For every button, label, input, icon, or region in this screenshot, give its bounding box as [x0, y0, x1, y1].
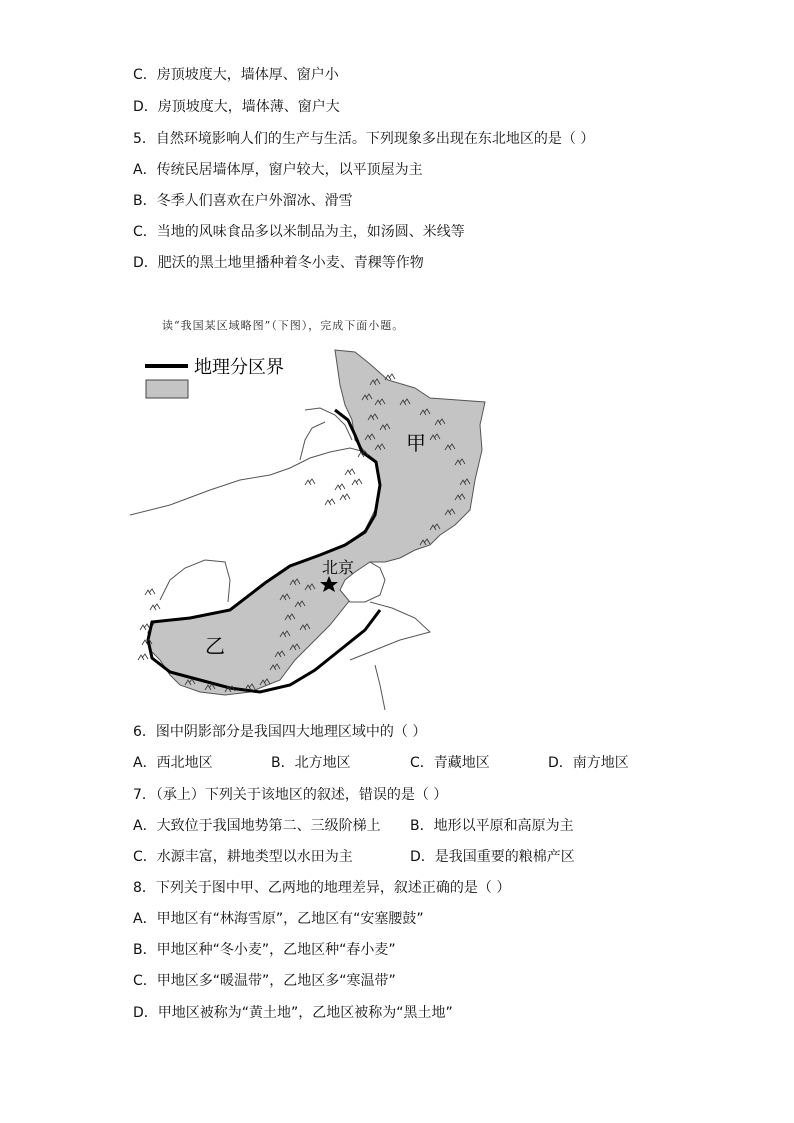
option-c-prev: C．房顶坡度大，墙体厚、窗户小 [133, 67, 339, 83]
question-8-option-d: D．甲地区被称为“黄土地”，乙地区被称为“黑土地” [133, 1005, 453, 1021]
province-line [130, 468, 290, 515]
river-loop [160, 560, 230, 602]
question-7-option-c: C．水源丰富，耕地类型以水田为主 [133, 849, 353, 865]
label-yi: 乙 [205, 634, 225, 658]
question-6-options [133, 754, 653, 772]
legend-boundary-label: 地理分区界 [194, 357, 284, 378]
shaded-region [148, 350, 485, 695]
question-6-option-d: D．南方地区 [548, 755, 629, 771]
map-intro: 读“我国某区域略图”（下图），完成下面小题。 [162, 319, 405, 332]
question-6-option-a: A．西北地区 [133, 755, 213, 771]
question-5-option-d: D．肥沃的黑土地里播种着冬小麦、青稞等作物 [133, 255, 424, 271]
question-7-option-d: D．是我国重要的粮棉产区 [410, 849, 575, 865]
question-8-option-a: A．甲地区有“林海雪原”，乙地区有“安塞腰鼓” [133, 911, 424, 927]
legend-shade-box [146, 380, 188, 398]
river-line-1 [305, 408, 352, 440]
question-7-options-cd [133, 848, 653, 866]
question-6-stem: 6．图中阴影部分是我国四大地理区域中的（ ） [133, 724, 427, 740]
question-5-option-a: A．传统民居墙体厚，窗户较大，以平顶屋为主 [133, 162, 423, 178]
label-beijing: 北京 [322, 558, 355, 577]
river-line-2 [290, 448, 365, 468]
question-7-stem: 7．（承上）下列关于该地区的叙述，错误的是（ ） [133, 787, 448, 803]
question-5-stem: 5．自然环境影响人们的生产与生活。下列现象多出现在东北地区的是（ ） [133, 131, 595, 147]
question-6-option-c: C．青藏地区 [410, 755, 490, 771]
question-8-option-b: B．甲地区种“冬小麦”，乙地区种“春小麦” [133, 942, 396, 958]
river-line-3 [375, 665, 385, 710]
question-5-option-c: C．当地的风味食品多以米制品为主，如汤圆、米线等 [133, 224, 465, 240]
label-jia: 甲 [406, 431, 426, 455]
question-8-option-c: C．甲地区多“暖温带”，乙地区多“寒温带” [133, 973, 396, 989]
option-d-prev: D．房顶坡度大，墙体薄、窗户大 [133, 99, 340, 115]
question-7-option-a: A．大致位于我国地势第二、三级阶梯上 [133, 818, 381, 834]
question-7-option-b: B．地形以平原和高原为主 [410, 818, 574, 834]
question-8-stem: 8．下列关于图中甲、乙两地的地理差异，叙述正确的是（ ） [133, 880, 511, 896]
region-map [130, 340, 490, 715]
question-5-option-b: B．冬季人们喜欢在户外溜冰、滑雪 [133, 193, 353, 209]
question-6-option-b: B．北方地区 [271, 755, 351, 771]
question-7-options-ab [133, 817, 653, 835]
